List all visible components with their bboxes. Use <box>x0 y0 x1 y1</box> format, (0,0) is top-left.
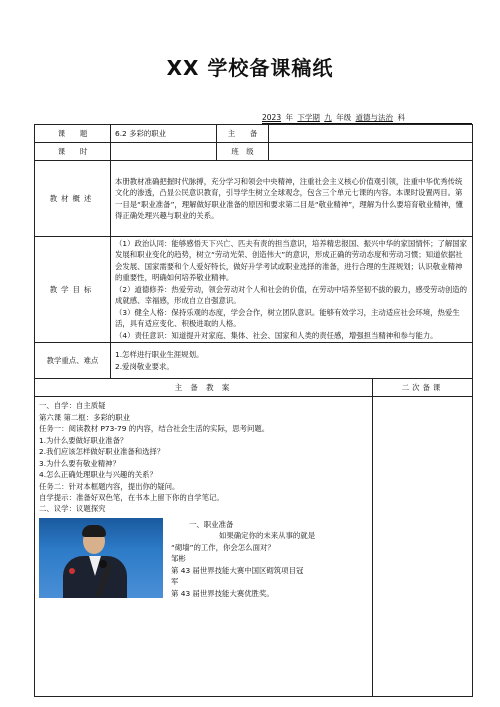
plan-line-8: 任务二：针对本框题内容，提出你的疑问。 <box>39 481 180 491</box>
case-question-2: “砌墙”的工作，你会怎么面对？ <box>171 542 275 552</box>
case-award-1b: 军 <box>171 577 179 587</box>
plan-line-5: 2.我们应该怎样做好职业准备和选择？ <box>39 447 165 457</box>
meta-grade-label: 年级 <box>336 113 352 122</box>
focus-item-2: 2.爱岗敬业要求。 <box>115 361 174 371</box>
meta-year: 2023 <box>262 113 282 122</box>
goal-1: （1）政治认同：能够感悟天下兴亡、匹夫有责的担当意识，培养精忠报国、振兴中华的家国情怀；了解国家发展和职业变化的趋势，树立“劳动光荣、创造伟大”的意识，形成正确的劳动态度和劳动习惯；知道依据社会发展、国家需要和个人爱好特长，做好升学考试或职业选择的准备，进行合理的生涯规划；认识敬业精神的重要性，明确如何培养敬业精神。 <box>115 239 468 283</box>
focus-item-1: 1.怎样进行职业生涯规划。 <box>115 350 204 360</box>
plan-line-4: 1.为什么要做好职业准备？ <box>39 435 128 445</box>
goal-3: （3）健全人格：保持乐观的态度，学会合作，树立团队意识。能够有效学习，主动适应社会环境，热爱生活，具有适应变化、积极进取的人格。 <box>115 307 460 329</box>
lesson-plan-table <box>34 124 473 697</box>
focus-label: 教学重点、难点 <box>35 343 111 379</box>
case-text <box>171 515 315 599</box>
speaker-photo <box>39 518 163 598</box>
second-prep-header: 二次备课 <box>373 379 473 397</box>
meta-term: 下学期 <box>297 113 320 122</box>
case-title: 一、职业准备 <box>189 519 234 529</box>
goals-label: 教学目标 <box>35 237 111 343</box>
case-name: 邹彬 <box>171 554 186 564</box>
plan-line-6: 3.为什么要有敬业精神？ <box>39 458 120 468</box>
topic-label: 课 题 <box>35 125 111 143</box>
case-study <box>39 515 368 599</box>
goal-2: （2）道德修养：热爱劳动，领会劳动对个人和社会的价值，在劳动中培养坚韧不拔的毅力，感受劳动创造的成就感、幸福感，形成自立自强意识。 <box>115 284 468 306</box>
plan-line-2: 第六课 第二框：多彩的职业 <box>39 412 131 422</box>
second-prep-body[interactable] <box>373 397 473 697</box>
meta-year-label: 年 <box>285 113 293 122</box>
plan-line-3: 任务一：阅读教材 P73-79 的内容，结合社会生活的实际，思考问题。 <box>39 424 270 434</box>
period-value <box>111 143 217 161</box>
course-meta <box>262 112 472 124</box>
class-label: 班 级 <box>217 143 269 161</box>
overview-label: 教材概述 <box>35 161 111 237</box>
page-title: XX 学校备课稿纸 <box>166 56 334 80</box>
goal-4: （4）责任意识：知道提升对家庭、集体、社会、国家和人类的责任感，增强担当精神和参与能力。 <box>115 330 438 340</box>
plan-line-7: 4.怎么正确处理职业与兴趣的关系？ <box>39 470 157 480</box>
plan-header: 主 备 教 案 <box>35 379 373 397</box>
preparer-value <box>269 125 473 143</box>
meta-subject-label: 科 <box>397 113 405 122</box>
case-award-1: 第 43 届世界技能大赛中国区砌筑项目冠 <box>171 565 304 575</box>
plan-line-10: 二、议学：议题探究 <box>39 504 106 514</box>
preparer-label: 主 备 <box>217 125 269 143</box>
meta-grade: 九 <box>324 113 332 122</box>
focus-cell <box>111 343 473 379</box>
plan-line-9: 自学提示：准备好双色笔，在书本上留下你的自学笔记。 <box>39 492 224 502</box>
class-value <box>269 143 473 161</box>
case-question-1: 如果确定你的未来从事的就是 <box>219 531 316 541</box>
overview-text: 本册教材准确把握时代脉搏，充分学习和领会中央精神，注重社会主义核心价值观引领，注重中华优秀传统文化的渗透，凸显公民意识教育，引导学生树立全球观念，包含三个单元七课的内容。本课时设置两目。第一目是“职业准备”，理解做好职业准备的原因和要求第二目是“敬业精神”，理解为什么要培育敬业精神，懂得正确处理兴趣与职业的关系。 <box>111 161 473 237</box>
goals-cell <box>111 237 473 343</box>
plan-line-1: 一、自学：自主质疑 <box>39 401 106 411</box>
topic-value: 6.2 多彩的职业 <box>111 125 217 143</box>
period-label: 课 时 <box>35 143 111 161</box>
meta-subject: 道德与法治 <box>355 113 394 122</box>
case-award-2: 第 43 届世界技能大赛优胜奖。 <box>171 588 274 598</box>
plan-body <box>35 397 373 697</box>
